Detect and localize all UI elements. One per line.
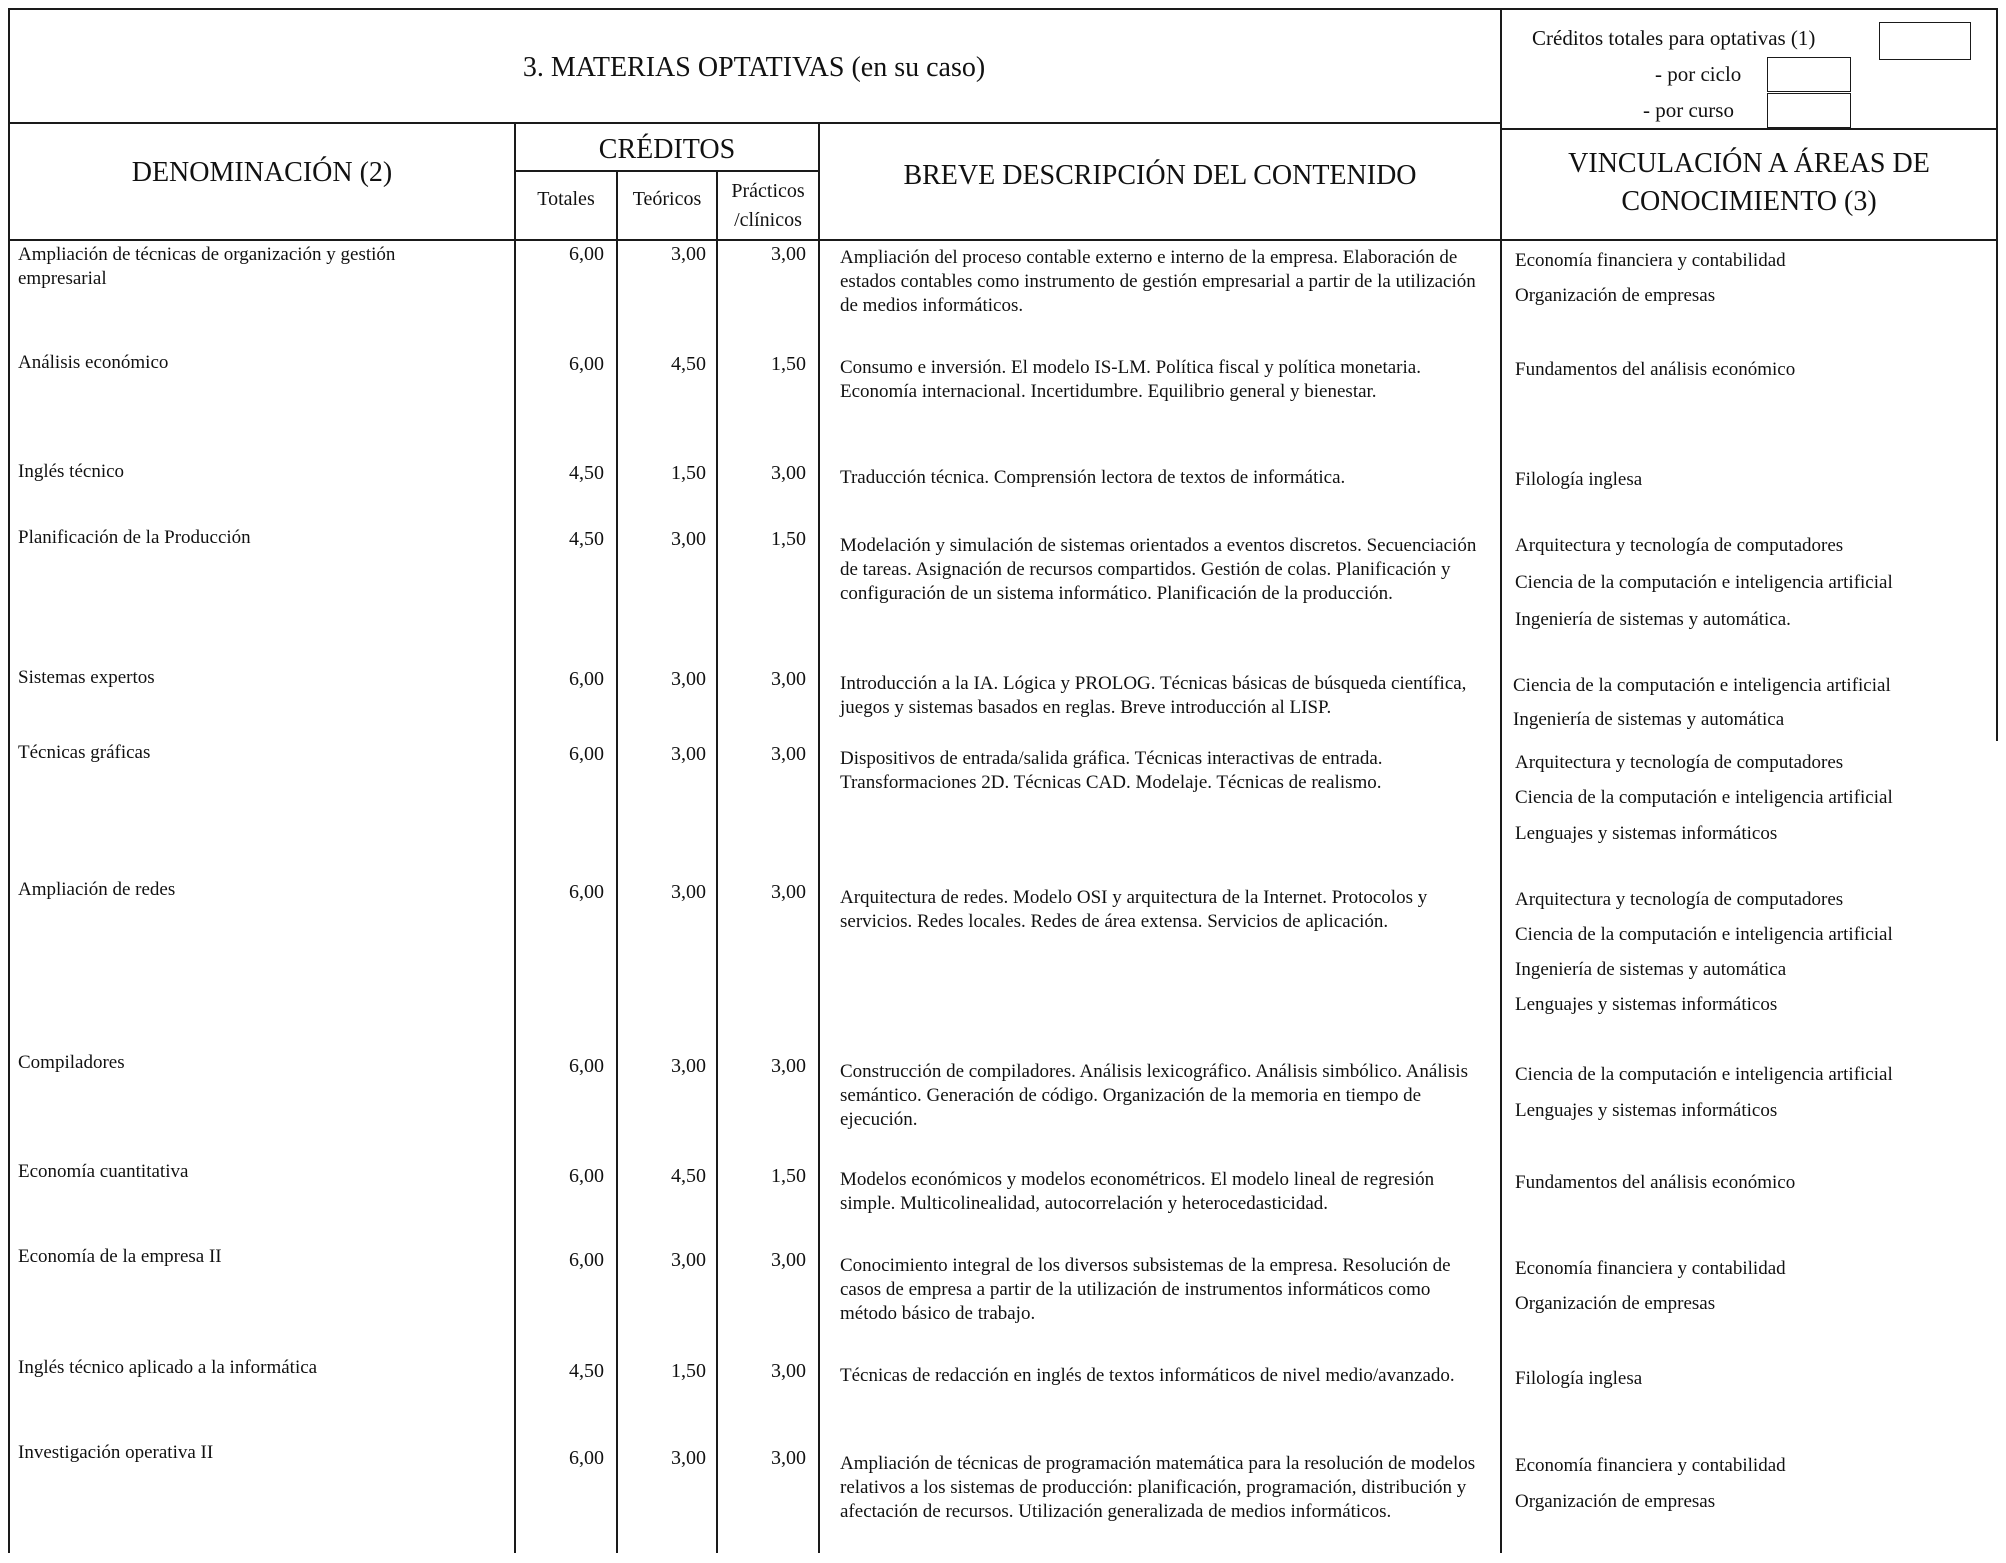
col-line-5 [1500, 8, 1502, 1553]
credits-theory: 1,50 [671, 462, 706, 484]
header-descripcion: BREVE DESCRIPCIÓN DEL CONTENIDO [903, 160, 1417, 191]
credits-theory: 3,00 [671, 243, 706, 265]
knowledge-area: Ingeniería de sistemas y automática [1515, 959, 1787, 980]
column-header-bottom-rule [8, 239, 1998, 241]
credits-theory: 4,50 [671, 353, 706, 375]
credits-theory: 3,00 [671, 743, 706, 765]
credits-practice: 3,00 [771, 881, 806, 903]
knowledge-area: Ingeniería de sistemas y automática [1513, 709, 1785, 730]
col-line-1 [514, 122, 516, 1553]
credits-theory: 3,00 [671, 1055, 706, 1077]
header-practicos-1: Prácticos [731, 180, 805, 202]
subject-name: Economía de la empresa II [18, 1246, 222, 1267]
knowledge-area: Ciencia de la computación e inteligencia artificial [1515, 572, 1893, 593]
credits-total: 4,50 [569, 462, 604, 484]
content-description: Ampliación del proceso contable externo e interno de la empresa. Elaboración de estados contables como instrumento de gestión empresarial a partir de la utilización de medios informáticos. [840, 247, 1476, 316]
credits-practice: 3,00 [771, 462, 806, 484]
per-cycle-input[interactable] [1767, 57, 1851, 92]
credits-total: 4,50 [569, 528, 604, 550]
credits-total: 6,00 [569, 743, 604, 765]
knowledge-area: Arquitectura y tecnología de computadores [1515, 889, 1844, 910]
header-totales: Totales [537, 188, 595, 210]
knowledge-area: Economía financiera y contabilidad [1515, 1258, 1786, 1279]
credits-total: 6,00 [569, 881, 604, 903]
knowledge-area: Economía financiera y contabilidad [1515, 250, 1786, 271]
per-course-label: - por curso [1643, 98, 1734, 122]
content-description: Modelación y simulación de sistemas orientados a eventos discretos. Secuenciación de tareas. Asignación de recursos compartidos. Gestión de colas. Planificación y configuración de un sistema informático. Planificación de la producción. [840, 535, 1477, 604]
credits-total: 6,00 [569, 1165, 604, 1187]
knowledge-area: Ciencia de la computación e inteligencia artificial [1515, 924, 1893, 945]
credits-total: 6,00 [569, 668, 604, 690]
knowledge-area: Arquitectura y tecnología de computadores [1515, 535, 1844, 556]
right-border-top [1996, 8, 1998, 243]
credits-theory: 3,00 [671, 1249, 706, 1271]
credits-theory: 3,00 [671, 668, 706, 690]
header-creditos: CRÉDITOS [598, 134, 736, 165]
credits-practice: 1,50 [771, 528, 806, 550]
subject-name: Técnicas gráficas [18, 742, 151, 763]
knowledge-area: Fundamentos del análisis económico [1515, 1172, 1796, 1193]
col-line-4 [818, 122, 820, 1553]
credits-theory: 3,00 [671, 528, 706, 550]
section-title: 3. MATERIAS OPTATIVAS (en su caso) [522, 52, 986, 83]
content-description: Arquitectura de redes. Modelo OSI y arquitectura de la Internet. Protocolos y servicios. Redes locales. Redes de área extensa. Servicios de aplicación. [840, 887, 1428, 932]
credits-practice: 1,50 [771, 1165, 806, 1187]
content-description: Construcción de compiladores. Análisis lexicográfico. Análisis simbólico. Análisis semántico. Generación de código. Organización de la memoria en tiempo de ejecución. [840, 1061, 1468, 1130]
knowledge-area: Arquitectura y tecnología de computadores [1515, 752, 1844, 773]
header-practicos-2: /clínicos [734, 209, 802, 231]
credits-theory: 4,50 [671, 1165, 706, 1187]
content-description: Conocimiento integral de los diversos subsistemas de la empresa. Resolución de casos de empresa a partir de la utilización de instrumentos informáticos como método básico de trabajo. [840, 1255, 1451, 1324]
subject-name: Compiladores [18, 1052, 125, 1073]
content-description: Dispositivos de entrada/salida gráfica. Técnicas interactivas de entrada. Transformaciones 2D. Técnicas CAD. Modelaje. Técnicas de realismo. [840, 748, 1383, 793]
content-description: Modelos económicos y modelos econométricos. El modelo lineal de regresión simple. Multicolinealidad, autocorrelación y heterocedasticidad. [840, 1169, 1435, 1214]
subject-name: Inglés técnico aplicado a la informática [18, 1357, 318, 1378]
subject-name: Análisis económico [18, 352, 169, 373]
col-line-2 [616, 170, 618, 1553]
credits-total: 6,00 [569, 1447, 604, 1469]
knowledge-area: Filología inglesa [1515, 1368, 1643, 1389]
credits-total: 6,00 [569, 1055, 604, 1077]
credits-total: 4,50 [569, 1360, 604, 1382]
subject-name: Inglés técnico [18, 461, 125, 482]
header-vinculacion-2: CONOCIMIENTO (3) [1621, 186, 1877, 217]
credits-practice: 3,00 [771, 743, 806, 765]
knowledge-area: Lenguajes y sistemas informáticos [1515, 1100, 1778, 1121]
subject-name: Planificación de la Producción [18, 527, 251, 548]
header-denominacion: DENOMINACIÓN (2) [131, 157, 393, 188]
credits-practice: 3,00 [771, 668, 806, 690]
knowledge-area: Ciencia de la computación e inteligencia artificial [1515, 787, 1893, 808]
credits-practice: 3,00 [771, 1249, 806, 1271]
content-description: Introducción a la IA. Lógica y PROLOG. Técnicas básicas de búsqueda científica, juegos y sistemas basados en reglas. Breve introducción al LISP. [840, 673, 1467, 718]
col-line-3 [716, 170, 718, 1553]
credits-total: 6,00 [569, 243, 604, 265]
header-vinculacion-1: VINCULACIÓN A ÁREAS DE [1568, 148, 1930, 179]
content-description: Consumo e inversión. El modelo IS-LM. Política fiscal y política monetaria. Economía internacional. Incertidumbre. Equilibrio general y bienestar. [840, 357, 1421, 402]
header-bottom-rule [8, 122, 1500, 124]
credits-total: 6,00 [569, 353, 604, 375]
subject-name: Sistemas expertos [18, 667, 155, 688]
credits-practice: 1,50 [771, 353, 806, 375]
knowledge-area: Fundamentos del análisis económico [1515, 359, 1796, 380]
credits-total-label: Créditos totales para optativas (1) [1532, 26, 1816, 50]
credits-theory: 1,50 [671, 1360, 706, 1382]
content-description: Técnicas de redacción en inglés de textos informáticos de nivel medio/avanzado. [840, 1365, 1455, 1386]
credits-practice: 3,00 [771, 243, 806, 265]
knowledge-area: Organización de empresas [1515, 285, 1716, 306]
per-course-input[interactable] [1767, 93, 1851, 128]
knowledge-area: Ciencia de la computación e inteligencia artificial [1513, 675, 1891, 696]
knowledge-area: Ciencia de la computación e inteligencia artificial [1515, 1064, 1893, 1085]
content-description: Ampliación de técnicas de programación matemática para la resolución de modelos relativos a los sistemas de producción: planificación, programación, distribución y afectación de recursos. Utilización generalizada de medios informáticos. [840, 1453, 1476, 1522]
credits-practice: 3,00 [771, 1055, 806, 1077]
subject-name: Ampliación de redes [18, 879, 176, 900]
header-bottom-rule-right [1500, 128, 1998, 130]
creditos-sub-rule [514, 170, 820, 172]
subject-name: Economía cuantitativa [18, 1161, 189, 1182]
knowledge-area: Lenguajes y sistemas informáticos [1515, 994, 1778, 1015]
top-border [8, 8, 1998, 10]
credits-theory: 3,00 [671, 1447, 706, 1469]
knowledge-area: Organización de empresas [1515, 1491, 1716, 1512]
credits-practice: 3,00 [771, 1447, 806, 1469]
credits-total-input[interactable] [1879, 22, 1971, 60]
credits-theory: 3,00 [671, 881, 706, 903]
col-line-right-stub [1996, 241, 1998, 741]
credits-practice: 3,00 [771, 1360, 806, 1382]
subject-name: Investigación operativa II [18, 1442, 214, 1463]
per-cycle-label: - por ciclo [1655, 62, 1742, 86]
knowledge-area: Lenguajes y sistemas informáticos [1515, 823, 1778, 844]
subject-name: Ampliación de técnicas de organización y gestión empresarial [18, 244, 396, 289]
knowledge-area: Filología inglesa [1515, 469, 1643, 490]
knowledge-area: Ingeniería de sistemas y automática. [1515, 609, 1791, 630]
knowledge-area: Economía financiera y contabilidad [1515, 1455, 1786, 1476]
content-description: Traducción técnica. Comprensión lectora de textos de informática. [840, 467, 1346, 488]
header-teoricos: Teóricos [632, 188, 702, 210]
knowledge-area: Organización de empresas [1515, 1293, 1716, 1314]
credits-total: 6,00 [569, 1249, 604, 1271]
